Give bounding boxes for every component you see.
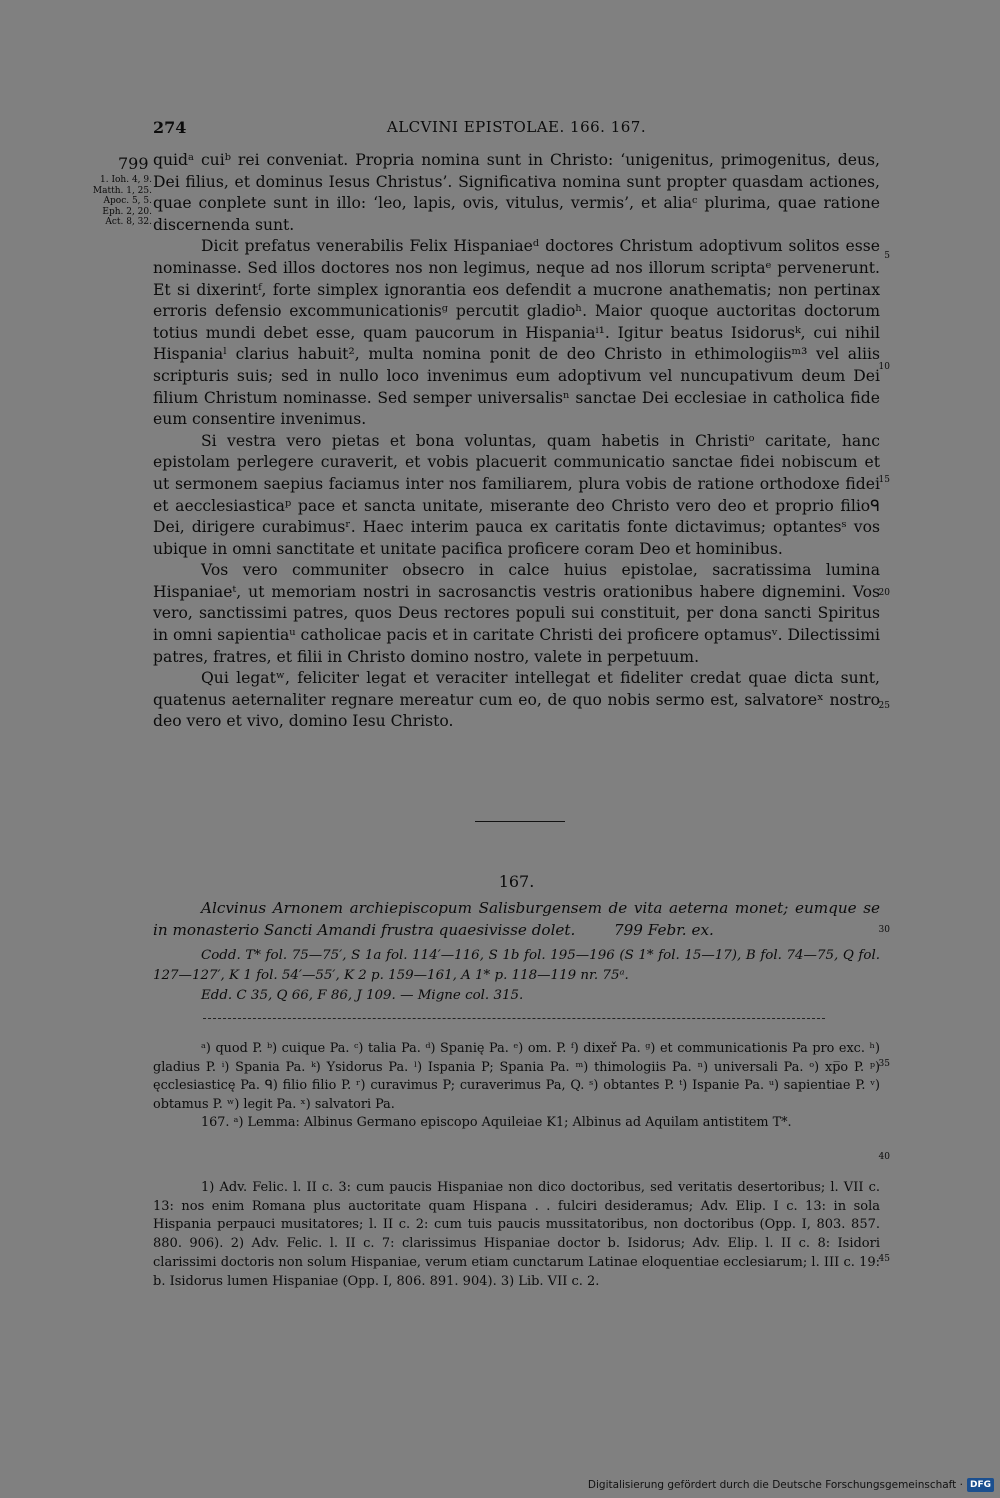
line-number: 40	[878, 1152, 890, 1162]
apparatus-notes: 167. ᵃ) Lemma: Albinus Germano episcopo Aquileiae K1; Albinus ad Aquilam antistitem T*.	[201, 1115, 792, 1131]
manuscript-sources	[153, 946, 880, 1006]
margin-reference: Apoc. 5, 5.	[103, 196, 152, 206]
dfg-logo: DFG	[967, 1478, 994, 1492]
apparatus-divider	[203, 1018, 825, 1019]
margin-reference: Matth. 1, 25.	[92, 185, 152, 196]
margin-references	[76, 175, 152, 228]
line-number: 10	[878, 362, 890, 372]
running-title: ALCVINI EPISTOLAE. 166. 167.	[386, 118, 647, 136]
line-number: 5	[884, 251, 890, 261]
margin-reference: Eph. 2, 20.	[102, 206, 152, 217]
line-number: 30	[878, 925, 890, 935]
source-footnotes	[153, 1179, 880, 1291]
page-number: 274	[153, 118, 187, 137]
letter-summary	[153, 898, 880, 941]
line-number: 45	[878, 1254, 890, 1264]
funding-text: Digitalisierung gefördert durch die Deutsche Forschungsgemeinschaft ·	[587, 1479, 963, 1491]
body-paragraph: Qui legatʷ, feliciter legat et veraciter intellegat et fideliter credat quae dicta sunt, quatenus aeternaliter regnare mereatur cum eo, de quo nobis sermo est, salvatoreˣ nostro deo vero et vivo, domino Iesu Christo.	[153, 669, 880, 731]
letter-number: 167.	[498, 872, 535, 891]
letter-date: 799 Febr. ex.	[613, 920, 714, 939]
page-header	[153, 118, 880, 140]
margin-reference: Act. 8, 32.	[105, 217, 152, 227]
margin-reference: 1. Ioh. 4, 9.	[100, 175, 152, 185]
apparatus-notes: ᵃ) quod P. ᵇ) cuique Pa. ᶜ) talia Pa. ᵈ) Spanię Pa. ᵉ) om. P. ᶠ) dixeř Pa. ᵍ) et communicationis Pa pro exc. ʰ) gladius P. ⁱ) Spania Pa. ᵏ) Ysidorus Pa. ˡ) Ispania P; Spania Pa. ᵐ) thimologiis Pa. ⁿ) universali Pa. ᵒ) xp̅o P. ᵖ) ęcclesiasticę Pa. ᑫ) filio filio P. ʳ) curavimus P; curaverimus Pa, Q. ˢ) obtantes P. ᵗ) Ispanie Pa. ᵘ) sapientiae P. ᵛ) obtamus P. ʷ) legit Pa. ˣ) salvatori Pa.	[153, 1041, 880, 1112]
margin-year: 799	[118, 154, 149, 173]
body-paragraph: Dicit prefatus venerabilis Felix Hispaniaeᵈ doctores Christum adoptivum solitos esse nominasse. Sed illos doctores nos non legimus, neque ad nos illorum scriptaᵉ pervenerunt. Et si dixerintᶠ, forte simplex ignorantia eos defendit a mucrone anathematis; non pertinax erroris defensio excommunicationisᵍ percutit gladioʰ. Maior quoque auctoritas doctorum totius mundi debet esse, quam paucorum in Hispaniaⁱ¹. Igitur beatus Isidorusᵏ, cui nihil Hispaniaˡ clarius habuit², multa nomina ponit de deo Christo in ethimologiisᵐ³ vel aliis scripturis suis; sed in nullo loco invenimus eum adoptivum vel nuncupativum deum Dei filium Christum nominasse. Sed semper universalisⁿ sanctae Dei ecclesiae in catholica fide eum consentire invenimus.	[153, 237, 880, 429]
body-paragraph: Si vestra vero pietas et bona voluntas, quam habetis in Christiᵒ caritate, hanc epistolam perlegere curaverit, et vobis placuerit communicatio sanctae fidei nobiscum et ut sermonem saepius faciamus inter nos familiarem, plura vobis de ratione orthodoxe fidei et aecclesiasticaᵖ pace et sancta unitate, miserante deo Christo vero deo et proprio filioᑫ Dei, dirigere curabimusʳ. Haec interim pauca ex caritatis fonte dictavimus; optantesˢ vos ubique in omni sanctitate et unitate pacifica proficere coram Deo et hominibus.	[153, 431, 880, 558]
critical-apparatus	[153, 1040, 880, 1133]
codices: Codd. T* fol. 75—75′, S 1a fol. 114′—116, S 1b fol. 195—196 (S 1* fol. 15—17), B fol. 74—75, Q fol. 127—127′, K 1 fol. 54′—55′, K 2 p. 159—161, A 1* p. 118—119 nr. 75ᵃ.	[153, 948, 880, 983]
body-paragraph: quidᵃ cuiᵇ rei conveniat. Propria nomina sunt in Christo: ‘unigenitus, primogenitus, deus, Dei filius, et dominus Iesus Christus’. Significativa nomina sunt propter quasdam actiones, quae conplete sunt in illo: ‘leo, lapis, ovis, vitulus, vermis’, et aliaᶜ plurima, quae ratione discernenda sunt.	[153, 151, 880, 234]
editions: Edd. C 35, Q 66, F 86, J 109. — Migne col. 315.	[201, 988, 524, 1003]
funding-footer	[588, 1476, 994, 1494]
body-paragraph: Vos vero communiter obsecro in calce huius epistolae, sacratissima lumina Hispaniaeᵗ, ut memoriam nostri in sacrosanctis vestris orationibus habere dignemini. Vos vero, sanctissimi patres, quos Deus rectores populi sui constituit, per dona sancti Spiritus in omni sapientiaᵘ catholicae pacis et in caritate Christi dei proficere optamusᵛ. Dilectissimi patres, fratres, et filii in Christo domino nostro, valete in perpetuum.	[153, 561, 880, 666]
footnote-text: 1) Adv. Felic. l. II c. 3: cum paucis Hispaniae non dico doctoribus, sed veritatis desertoribus; l. VII c. 13: nos enim Romana plus auctoritate quam Hispana . . fulciri desideramus; Adv. Elip. I c. 13: in sola Hispania perpauci musitatores; l. II c. 2: cum tuis paucis mussitatoribus, non doctoribus (Opp. I, 803. 857. 880. 906). 2) Adv. Felic. l. II c. 7: clarissimus Hispaniae doctor b. Isidorus; Adv. Elip. l. II c. 8: Isidori clarissimi doctoris non solum Hispaniae, verum etiam cunctarum Latinae eloquentiae ecclesiarum; l. III c. 19: b. Isidorus lumen Hispaniae (Opp. I, 806. 891. 904). 3) Lib. VII c. 2.	[153, 1180, 880, 1289]
summary-text: Alcvinus Arnonem archiepiscopum Salisburgensem de vita aeterna monet; eumque se in monasterio Sancti Amandi frustra quaesivisse dolet.	[153, 899, 880, 939]
line-number: 15	[878, 475, 890, 485]
line-number: 35	[878, 1059, 890, 1069]
line-number: 25	[878, 701, 890, 711]
line-number: 20	[878, 588, 890, 598]
letter-166-body	[153, 150, 880, 733]
section-divider	[475, 821, 565, 822]
